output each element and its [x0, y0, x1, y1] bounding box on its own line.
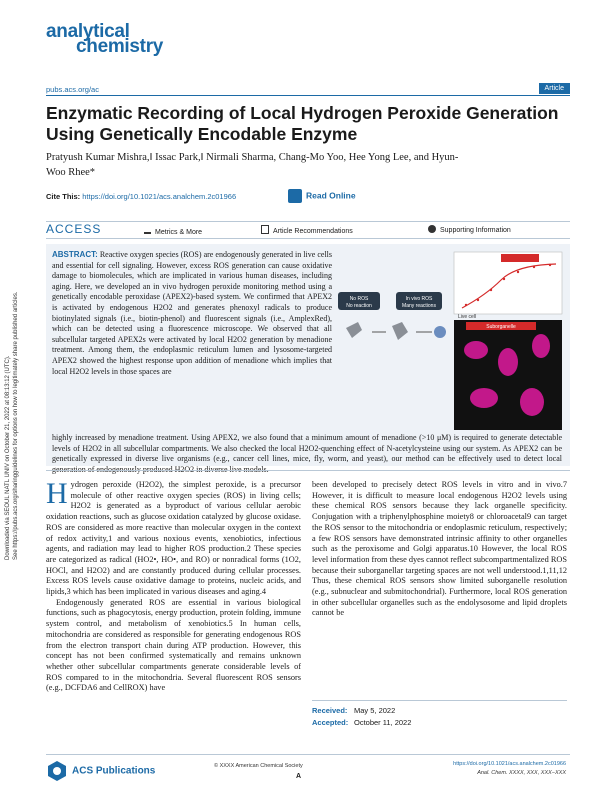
abstract-body: Reactive oxygen species (ROS) are endogenously generated in live cells and essential for cell signaling. However, excess ROS generation can cause oxidative damage to biomolecules, which are implicated in various human diseases, including aging. Here, we developed an in vivo hydrogen peroxide monitoring method using a genetically encodable peroxidase (APEX2)-based system. We confirmed that APEX2 is activated by endogenous H2O2 and generates phenoxyl radicals to produce biotinylated signals (i.e., biotin-phenol) and fluorescent signals (i.e., AmplexRed), which can be detected using a fluorescence microscope. We observed that all subcellular targeted APEX2s were activated by local H2O2 generation by menadione treatment. Among them, the endoplasmic reticulum lumen and lysosome-targeted APEX2 showed the highest response upon addition of menadione which implies that local H2O2 levels in those spaces are — [52, 250, 333, 376]
access-bar — [46, 221, 570, 239]
accepted-label: Accepted: — [312, 718, 349, 727]
toc-many-label: Many reactions — [402, 303, 436, 309]
body-paragraph-3: been developed to precisely detect ROS levels in vitro and in vivo.7 However, it is difficult to measure local endogenous H2O2 levels using these chemical ROS sensors because they lack organelle specificity. Conjugation with a triphenylphosphine moiety8 or chloroacetal9 can target the ROS sensor to the mitochondria or endoplasmic reticulum, respectively; a few ROS sensors have demonstrated intrinsic affinity to other organelles such as the peroxisome and Golgi apparatus.10 However, the local ROS level information from these dyes cannot reflect subcompartmentalized ROS because their suborganellar targeting spaces are not well understood.1,11,12 Thus, these chemical ROS sensors show limited suborganelle resolution (e.g., subnuclear and submitochondrial). Furthermore, local ROS generation in other subcellular organelles such as the endolysosome and lipid droplets cannot be — [312, 480, 567, 618]
page-number: A — [296, 773, 302, 780]
recommendations-link[interactable] — [261, 225, 353, 235]
toc-enzyme-left — [346, 322, 362, 338]
journal-logo-line1: analytical — [46, 21, 130, 42]
toc-graph-legend — [501, 254, 539, 262]
supporting-info-icon — [428, 225, 436, 233]
metrics-link[interactable] — [144, 225, 202, 236]
copyright-text: © XXXX American Chemical Society — [214, 763, 303, 769]
abstract-label: ABSTRACT: — [52, 250, 98, 259]
toc-suborganelle-label: Suborganelle — [486, 324, 516, 330]
document-icon — [261, 225, 269, 234]
supporting-info-label: Supporting Information — [440, 227, 511, 234]
received-label: Received: — [312, 706, 348, 715]
accepted-date: October 11, 2022 — [354, 718, 412, 727]
metrics-label: Metrics & More — [155, 229, 203, 236]
download-note-line1: Downloaded via SEOUL NATL UNIV on October 21, 2022 at 08:13:12 (UTC). — [5, 355, 11, 560]
drop-cap: H — [46, 477, 68, 510]
toc-in-vivo-label: In vivo ROS — [405, 296, 433, 302]
body-left-column — [46, 477, 301, 694]
read-online-button[interactable] — [288, 189, 356, 203]
body-paragraph — [46, 477, 301, 598]
footer-journal-ref: Anal. Chem. XXXX, XXX, XXX−XXX — [477, 770, 566, 776]
body-paragraph-1-text: ydrogen peroxide (H2O2), the simplest peroxide, is a precursor molecule of other reactive oxygen species (ROS) in living cells; H2O2 is generated as a byproduct of various cellular aerobic oxidation reactions, such as glucose oxidation catalyzed by glucose oxidase. ROS are considered as more reactive than molecular oxygen in the context of redox activity,1 and various noxious events, xenobiotics, infectious agents, and radiation may lead to higher ROS production.2 These species are categorized as radical (HO2•, HO•, and RO) or nonradical forms (1O2, HOCl, and H2O2) and are constantly produced during cellular processes. Excess ROS levels cause oxidative damage to proteins, nucleic acids, and lipids,3 which has been implicated in various diseases and aging.4 — [46, 480, 301, 597]
header-divider — [46, 95, 570, 96]
journal-logo-line2: chemistry — [76, 36, 164, 57]
abstract-continuation: highly increased by menadione treatment. Using APEX2, we also found that a minimum amount of menadione (>10 μM) is required to generate detectable levels of H2O2 in all subcellular compartments. We also checked the local H2O2-quenching effect of N-acetylcysteine using our system. As APEX2 can be genetically expressed in diverse live organisms (e.g., cancer cell lines, mice, fly, worm, and yeast), our method can be effectively used to detect local — [52, 433, 562, 464]
access-label: ACCESS — [46, 222, 102, 236]
cite-label: Cite This: — [46, 192, 81, 201]
abstract-text — [52, 250, 332, 377]
author-list: Pratyush Kumar Mishra,‖ Issac Park,‖ Nirmali Sharma, Chang-Mo Yoo, Hee Yong Lee, and Hyun-Woo Rhee* — [46, 152, 459, 178]
recommendations-label: Article Recommendations — [273, 228, 353, 235]
read-online-icon — [288, 189, 302, 203]
abstract-divider — [46, 470, 570, 471]
body-right-column — [312, 480, 567, 619]
bar-chart-icon — [144, 225, 151, 234]
download-note — [4, 160, 24, 560]
download-note-line2: See https://pubs.acs.org/sharingguidelines for options on how to legitimately share published articles. — [13, 291, 19, 560]
read-online-label: Read Online — [306, 190, 356, 201]
toc-enzyme-mid — [392, 322, 408, 340]
footer-doi-link[interactable]: https://doi.org/10.1021/acs.analchem.2c01966 — [453, 761, 566, 767]
journal-logo[interactable] — [46, 21, 164, 57]
acs-hexagon-icon — [46, 760, 68, 782]
toc-no-ros-label: No ROS — [349, 296, 369, 302]
site-url-link[interactable]: pubs.acs.org/ac — [46, 85, 99, 94]
article-type-badge: Article — [539, 83, 570, 94]
toc-live-cell-label: Live cell — [458, 314, 477, 320]
toc-product — [434, 326, 446, 338]
body-paragraph-2: Endogenously generated ROS are essential in various biological functions, such as phagocytosis, energy production, protein folding, immune system control, and metabolism of xenobiotics.5 In human cells, mitochondria are considered as responsible for generating endogenous ROS from the electron transport chain during ATP production. However, this concept has not been confirmed systematically and remains unknown whether other subcellular compartments generate considerable levels of ROS compared to in the mitochondria. Several fluorescent ROS sensors (e.g., DCFDA6 and CellROX) have — [46, 597, 301, 693]
toc-no-reaction-label: No reaction — [346, 303, 372, 309]
supporting-info-link[interactable] — [428, 225, 511, 234]
footer-divider — [46, 754, 570, 755]
acs-publications-logo[interactable] — [46, 760, 155, 782]
received-date: May 5, 2022 — [354, 706, 396, 715]
dates-block — [312, 700, 567, 729]
doi-link[interactable]: https://doi.org/10.1021/acs.analchem.2c01966 — [82, 192, 237, 201]
paper-title: Enzymatic Recording of Local Hydrogen Peroxide Generation Using Genetically Encodable Enzyme — [46, 103, 559, 144]
toc-graphic — [336, 250, 566, 432]
acs-publications-label: ACS Publications — [72, 765, 156, 777]
